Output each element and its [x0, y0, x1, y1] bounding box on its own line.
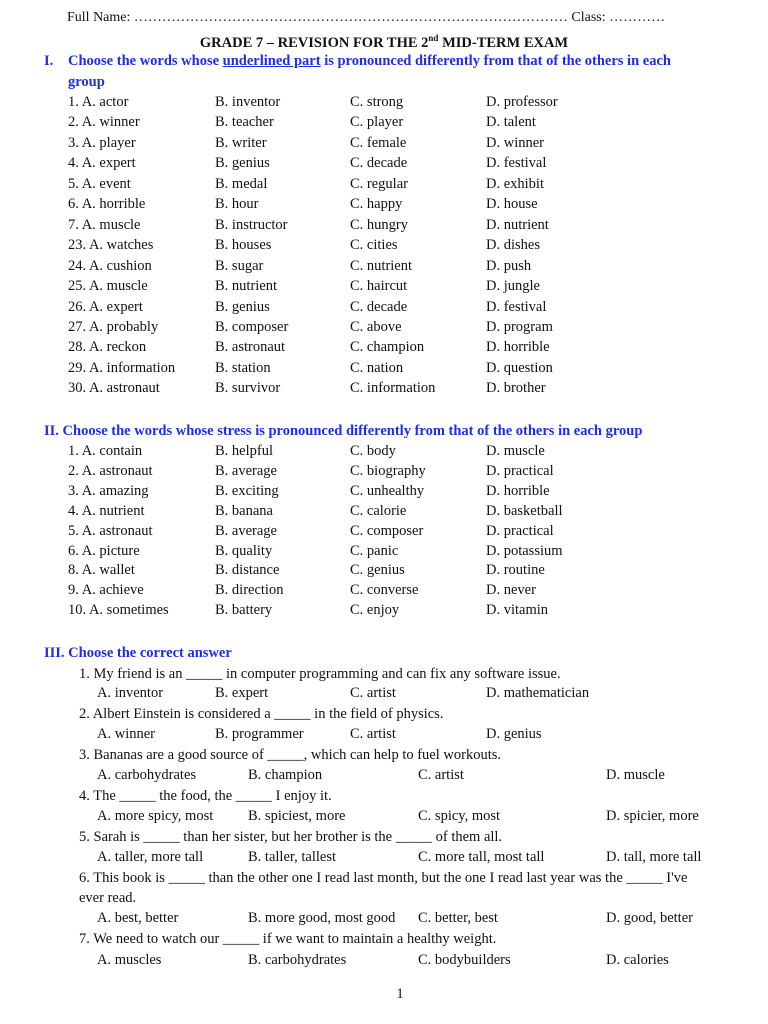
option-a: 4. A. expert: [68, 155, 136, 172]
option-a: 2. A. astronaut: [68, 462, 153, 479]
option-a: A. muscles: [97, 952, 162, 968]
option-c: C. decade: [350, 298, 408, 315]
question-row: [0, 380, 768, 400]
option-b: B. nutrient: [215, 278, 278, 295]
option-b: B. hour: [215, 196, 259, 213]
option-d: D. talent: [486, 114, 536, 131]
option-b: B. genius: [215, 298, 270, 315]
option-c: C. artist: [350, 726, 396, 742]
question-row: [0, 463, 768, 483]
option-b: B. programmer: [215, 726, 304, 742]
option-d: D. question: [486, 359, 553, 376]
question-7: 7. We need to watch our _____ if we want to maintain a healthy weight.: [79, 931, 497, 947]
option-d: D. good, better: [606, 910, 693, 926]
option-a: 3. A. player: [68, 134, 136, 151]
question-row: [0, 258, 768, 278]
option-c: C. above: [350, 318, 402, 335]
full-name-class-line: Full Name: ………………………………………………………………………………… Class: …………: [67, 10, 666, 25]
option-a: 1. A. contain: [68, 443, 143, 459]
option-b: B. writer: [215, 134, 267, 151]
option-d: D. house: [486, 196, 538, 213]
option-c: C. converse: [350, 582, 419, 599]
option-d: D. never: [486, 582, 536, 599]
section-2-title: II. Choose the words whose stress is pronounced differently from that of the others in each group: [44, 423, 643, 439]
option-c: C. information: [350, 380, 436, 397]
option-b: B. more good, most good: [248, 910, 396, 926]
option-d: D. jungle: [486, 278, 540, 295]
option-b: B. inventor: [215, 94, 281, 110]
option-a: A. winner: [97, 726, 155, 742]
section-1-number: I.: [44, 53, 54, 69]
option-b: B. astronaut: [215, 339, 286, 356]
option-c: C. regular: [350, 175, 408, 192]
option-a: 6. A. horrible: [68, 196, 146, 213]
option-d: D. tall, more tall: [606, 849, 702, 865]
option-c: C. artist: [418, 767, 464, 783]
question-row: [0, 523, 768, 543]
question-row: [0, 319, 768, 339]
option-c: C. hungry: [350, 216, 408, 233]
question-2-options: [0, 726, 768, 746]
option-b: B. sugar: [215, 257, 264, 274]
option-a: 10. A. sometimes: [68, 602, 169, 619]
option-c: C. genius: [350, 562, 405, 579]
option-c: C. female: [350, 134, 407, 151]
option-b: B. station: [215, 359, 271, 376]
page-title: GRADE 7 – REVISION FOR THE 2nd MID-TERM EXAM: [199, 33, 569, 51]
question-row: [0, 196, 768, 216]
option-d: D. vitamin: [486, 602, 549, 619]
option-c: C. unhealthy: [350, 482, 425, 499]
option-b: B. taller, tallest: [248, 849, 337, 865]
option-c: C. haircut: [350, 278, 408, 295]
option-d: D. nutrient: [486, 216, 549, 233]
option-b: B. battery: [215, 602, 273, 619]
question-4-options: [0, 808, 768, 828]
option-a: 7. A. muscle: [68, 216, 141, 233]
question-row: [0, 278, 768, 298]
option-d: D. potassium: [486, 542, 563, 559]
option-d: D. festival: [486, 298, 547, 315]
question-row: [0, 299, 768, 319]
option-a: A. more spicy, most: [97, 808, 214, 824]
question-row: [0, 114, 768, 134]
option-d: D. genius: [486, 726, 542, 742]
question-row: [0, 217, 768, 237]
option-b: B. champion: [248, 767, 323, 783]
option-c: C. artist: [350, 685, 396, 701]
option-b: B. distance: [215, 562, 280, 579]
option-b: B. spiciest, more: [248, 808, 346, 824]
option-a: 5. A. astronaut: [68, 522, 153, 539]
section-3-title: III. Choose the correct answer: [44, 645, 232, 661]
option-c: C. calorie: [350, 502, 407, 519]
question-row: [0, 602, 768, 622]
option-c: C. nutrient: [350, 257, 413, 274]
option-a: A. carbohydrates: [97, 767, 197, 783]
question-4: 4. The _____ the food, the _____ I enjoy it.: [79, 788, 332, 804]
option-d: D. winner: [486, 134, 544, 151]
option-b: B. average: [215, 522, 277, 539]
option-d: D. mathematician: [486, 685, 590, 701]
option-a: 25. A. muscle: [68, 278, 148, 295]
option-b: B. quality: [215, 542, 273, 559]
option-d: D. practical: [486, 462, 554, 479]
option-c: C. decade: [350, 155, 408, 172]
question-row: [0, 176, 768, 196]
option-c: C. cities: [350, 237, 398, 254]
option-c: C. nation: [350, 359, 404, 376]
option-d: D. professor: [486, 94, 558, 110]
option-d: D. practical: [486, 522, 554, 539]
option-d: D. dishes: [486, 237, 540, 254]
question-row: [0, 94, 768, 114]
question-2: 2. Albert Einstein is considered a _____ in the field of physics.: [79, 706, 444, 722]
question-6-options: [0, 910, 768, 930]
question-row: [0, 582, 768, 602]
option-c: C. composer: [350, 522, 424, 539]
question-7-options: [0, 952, 768, 972]
option-b: B. genius: [215, 155, 270, 172]
option-d: D. muscle: [606, 767, 665, 783]
question-row: [0, 543, 768, 563]
option-c: C. spicy, most: [418, 808, 501, 824]
option-a: 23. A. watches: [68, 237, 154, 254]
option-a: 28. A. reckon: [68, 339, 147, 356]
option-a: A. taller, more tall: [97, 849, 204, 865]
option-a: 30. A. astronaut: [68, 380, 160, 397]
option-b: B. houses: [215, 237, 272, 254]
option-b: B. banana: [215, 502, 273, 519]
page-number: 1: [396, 986, 404, 1002]
option-d: D. brother: [486, 380, 546, 397]
section-1-title: Choose the words whose underlined part is pronounced differently from that of the others in each: [68, 53, 671, 69]
option-a: 8. A. wallet: [68, 562, 135, 579]
question-1-options: [0, 685, 768, 705]
question-5: 5. Sarah is _____ than her sister, but her brother is the _____ of them all.: [79, 829, 503, 845]
question-row: [0, 483, 768, 503]
option-c: C. biography: [350, 462, 426, 479]
option-a: A. best, better: [97, 910, 179, 926]
option-b: B. survivor: [215, 380, 281, 397]
option-d: D. exhibit: [486, 175, 544, 192]
option-c: C. player: [350, 114, 404, 131]
option-c: C. body: [350, 443, 396, 459]
option-a: 6. A. picture: [68, 542, 140, 559]
option-c: C. panic: [350, 542, 399, 559]
option-d: D. calories: [606, 952, 669, 968]
option-a: 3. A. amazing: [68, 482, 149, 499]
section-1-title-cont: group: [68, 74, 105, 90]
option-b: B. carbohydrates: [248, 952, 347, 968]
option-d: D. basketball: [486, 502, 563, 519]
option-b: B. composer: [215, 318, 289, 335]
question-5-options: [0, 849, 768, 869]
option-b: B. average: [215, 462, 277, 479]
question-6: 6. This book is _____ than the other one I read last month, but the one I read last year was the _____ I've: [79, 870, 688, 886]
option-c: C. happy: [350, 196, 403, 213]
question-row: [0, 360, 768, 380]
option-b: B. teacher: [215, 114, 274, 131]
option-b: B. instructor: [215, 216, 288, 233]
question-row: [0, 503, 768, 523]
option-c: C. strong: [350, 94, 404, 110]
question-3: 3. Bananas are a good source of _____, which can help to fuel workouts.: [79, 747, 501, 763]
option-b: B. direction: [215, 582, 284, 599]
question-row: [0, 237, 768, 257]
option-b: B. exciting: [215, 482, 279, 499]
question-row: [0, 135, 768, 155]
question-row: [0, 443, 768, 463]
question-3-options: [0, 767, 768, 787]
question-1: 1. My friend is an _____ in computer programming and can fix any software issue.: [79, 666, 561, 682]
question-row: [0, 562, 768, 582]
option-a: 29. A. information: [68, 359, 176, 376]
option-d: D. program: [486, 318, 553, 335]
option-c: C. champion: [350, 339, 425, 356]
option-c: C. better, best: [418, 910, 498, 926]
option-a: 9. A. achieve: [68, 582, 144, 599]
question-6-cont: ever read.: [79, 890, 137, 906]
option-a: 2. A. winner: [68, 114, 140, 131]
option-a: 24. A. cushion: [68, 257, 152, 274]
option-d: D. horrible: [486, 482, 550, 499]
option-a: 26. A. expert: [68, 298, 143, 315]
option-a: 5. A. event: [68, 175, 131, 192]
option-b: B. medal: [215, 175, 268, 192]
option-d: D. push: [486, 257, 532, 274]
option-b: B. expert: [215, 685, 269, 701]
option-a: 27. A. probably: [68, 318, 159, 335]
option-d: D. routine: [486, 562, 545, 579]
question-row: [0, 155, 768, 175]
option-c: C. bodybuilders: [418, 952, 511, 968]
option-d: D. spicier, more: [606, 808, 699, 824]
option-c: C. more tall, most tall: [418, 849, 545, 865]
question-row: [0, 339, 768, 359]
option-d: D. muscle: [486, 443, 545, 459]
option-c: C. enjoy: [350, 602, 400, 619]
option-b: B. helpful: [215, 443, 273, 459]
option-d: D. horrible: [486, 339, 550, 356]
option-a: A. inventor: [97, 685, 164, 701]
option-a: 4. A. nutrient: [68, 502, 145, 519]
option-d: D. festival: [486, 155, 547, 172]
option-a: 1. A. actor: [68, 94, 129, 110]
